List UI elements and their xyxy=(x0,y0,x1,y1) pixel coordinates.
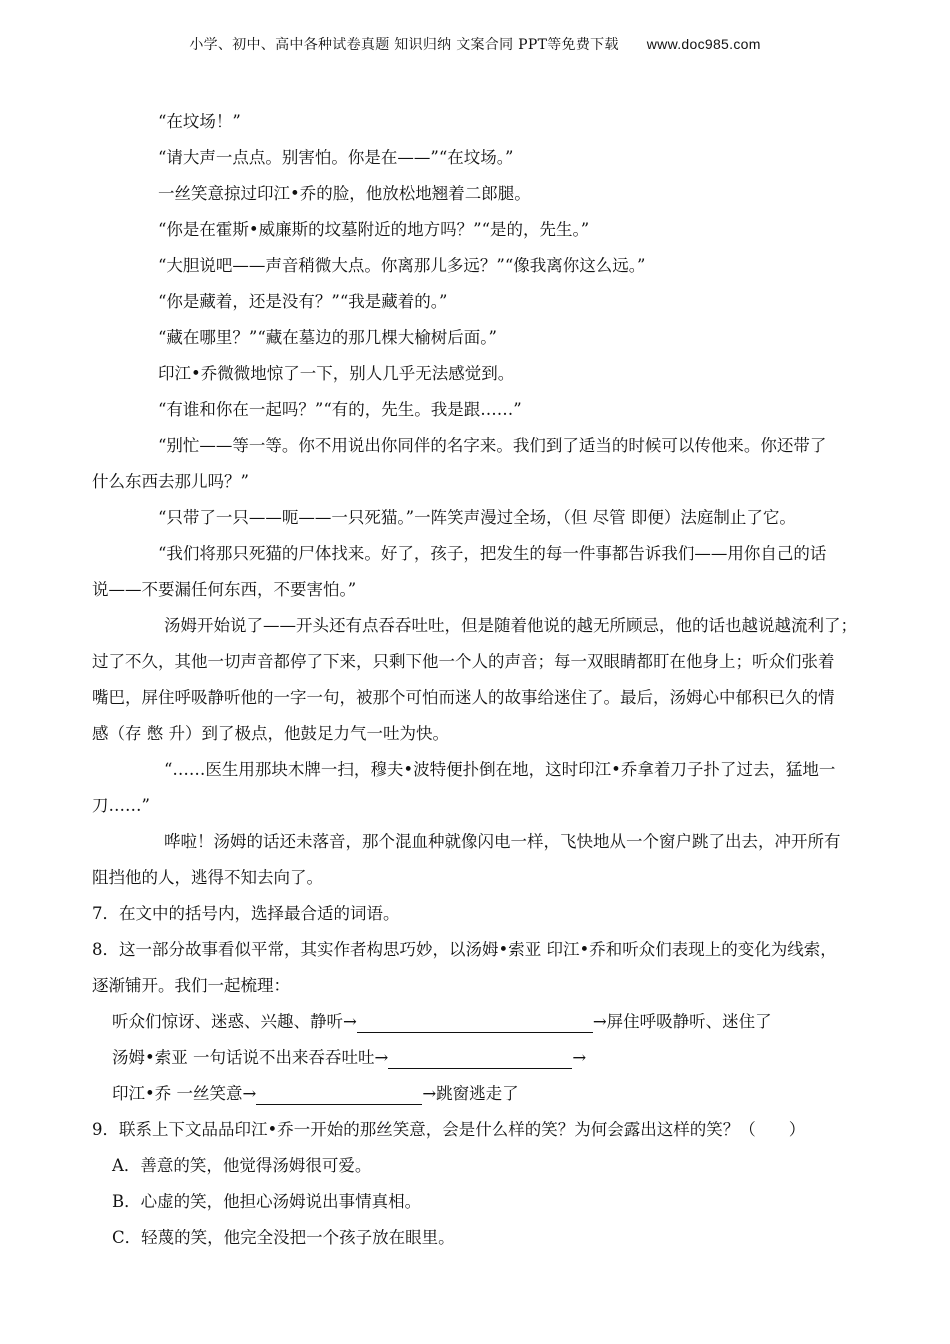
flow-end: →屏住呼吸静听、迷住了 xyxy=(592,1012,772,1031)
option-c[interactable]: C．轻蔑的笑，他完全没把一个孩子放在眼里。 xyxy=(112,1228,455,1247)
passage-line: 刀……” xyxy=(92,796,150,815)
flow-row-tom xyxy=(92,1040,882,1076)
passage-line: 什么东西去那儿吗？” xyxy=(92,472,249,491)
flow-start: 听众们惊讶、迷惑、兴趣、静听→ xyxy=(112,1012,357,1031)
option-a[interactable]: A．善意的笑，他觉得汤姆很可爱。 xyxy=(112,1156,372,1175)
passage-line: “别忙——等一等。你不用说出你同伴的名字来。我们到了适当的时候可以传他来。你还带了 xyxy=(158,436,827,455)
answer-blank[interactable] xyxy=(388,1046,572,1069)
passage-line: “有谁和你在一起吗？”“有的，先生。我是跟……” xyxy=(158,400,522,419)
question-8: 8．这一部分故事看似平常，其实作者构思巧妙，以汤姆•索亚 印江•乔和听众们表现上的变化为线索， xyxy=(92,940,837,959)
header-text: 小学、初中、高中各种试卷真题 知识归纳 文案合同 PPT等免费下载 xyxy=(189,37,619,53)
passage-line: “……医生用那块木牌一扫，穆夫•波特便扑倒在地，这时印江•乔拿着刀子扑了过去，猛地一 xyxy=(164,760,836,779)
passage-line: “只带了一只——呃——一只死猫。”一阵笑声漫过全场，（但 尽管 即便）法庭制止了它。 xyxy=(158,508,796,527)
passage-line: 一丝笑意掠过印江•乔的脸，他放松地翘着二郎腿。 xyxy=(158,184,531,203)
flow-start: 印江•乔 一丝笑意→ xyxy=(112,1084,257,1103)
page-header xyxy=(0,34,950,54)
option-b[interactable]: B．心虚的笑，他担心汤姆说出事情真相。 xyxy=(112,1192,422,1211)
passage-line: “在坟场！” xyxy=(158,112,241,131)
passage-line: “请大声一点点。别害怕。你是在——”“在坟场。” xyxy=(158,148,514,167)
flow-row-audience xyxy=(92,1004,882,1040)
passage-line: “我们将那只死猫的尸体找来。好了，孩子，把发生的每一件事都告诉我们——用你自己的话 xyxy=(158,544,827,563)
question-8-cont: 逐渐铺开。我们一起梳理： xyxy=(92,976,290,995)
passage-line: “大胆说吧——声音稍微大点。你离那儿多远？”“像我离你这么远。” xyxy=(158,256,646,275)
passage-line: “你是在霍斯•威廉斯的坟墓附近的地方吗？”“是的，先生。” xyxy=(158,220,590,239)
answer-blank[interactable] xyxy=(256,1082,422,1105)
flow-row-injun xyxy=(92,1076,882,1112)
passage-line: 过了不久，其他一切声音都停了下来，只剩下他一个人的声音；每一双眼睛都盯在他身上；听众们张着 xyxy=(92,652,835,671)
document-body xyxy=(92,104,882,1256)
question-7: 7．在文中的括号内，选择最合适的词语。 xyxy=(92,904,400,923)
passage-line: “藏在哪里？”“藏在墓边的那几棵大榆树后面。” xyxy=(158,328,497,347)
flow-start: 汤姆•索亚 一句话说不出来吞吞吐吐→ xyxy=(112,1048,389,1067)
passage-line: 嘴巴，屏住呼吸静听他的一字一句，被那个可怕而迷人的故事给迷住了。最后，汤姆心中郁积已久的情 xyxy=(92,688,835,707)
flow-end: → xyxy=(572,1048,587,1067)
header-site: www.doc985.com xyxy=(646,36,761,52)
answer-blank[interactable] xyxy=(357,1010,593,1033)
passage-line: 汤姆开始说了——开头还有点吞吞吐吐，但是随着他说的越无所顾忌，他的话也越说越流利了； xyxy=(164,616,857,635)
passage-line: “你是藏着，还是没有？”“我是藏着的。” xyxy=(158,292,448,311)
passage-line: 说——不要漏任何东西，不要害怕。” xyxy=(92,580,357,599)
passage-line: 感（存 憋 升）到了极点，他鼓足力气一吐为快。 xyxy=(92,724,449,743)
question-9: 9．联系上下文品品印江•乔一开始的那丝笑意，会是什么样的笑？为何会露出这样的笑？（ ） xyxy=(92,1120,806,1139)
passage-line: 阻挡他的人，逃得不知去向了。 xyxy=(92,868,323,887)
passage-line: 哗啦！汤姆的话还未落音，那个混血种就像闪电一样，飞快地从一个窗户跳了出去，冲开所有 xyxy=(164,832,841,851)
flow-end: →跳窗逃走了 xyxy=(422,1084,519,1103)
passage-line: 印江•乔微微地惊了一下，别人几乎无法感觉到。 xyxy=(158,364,515,383)
